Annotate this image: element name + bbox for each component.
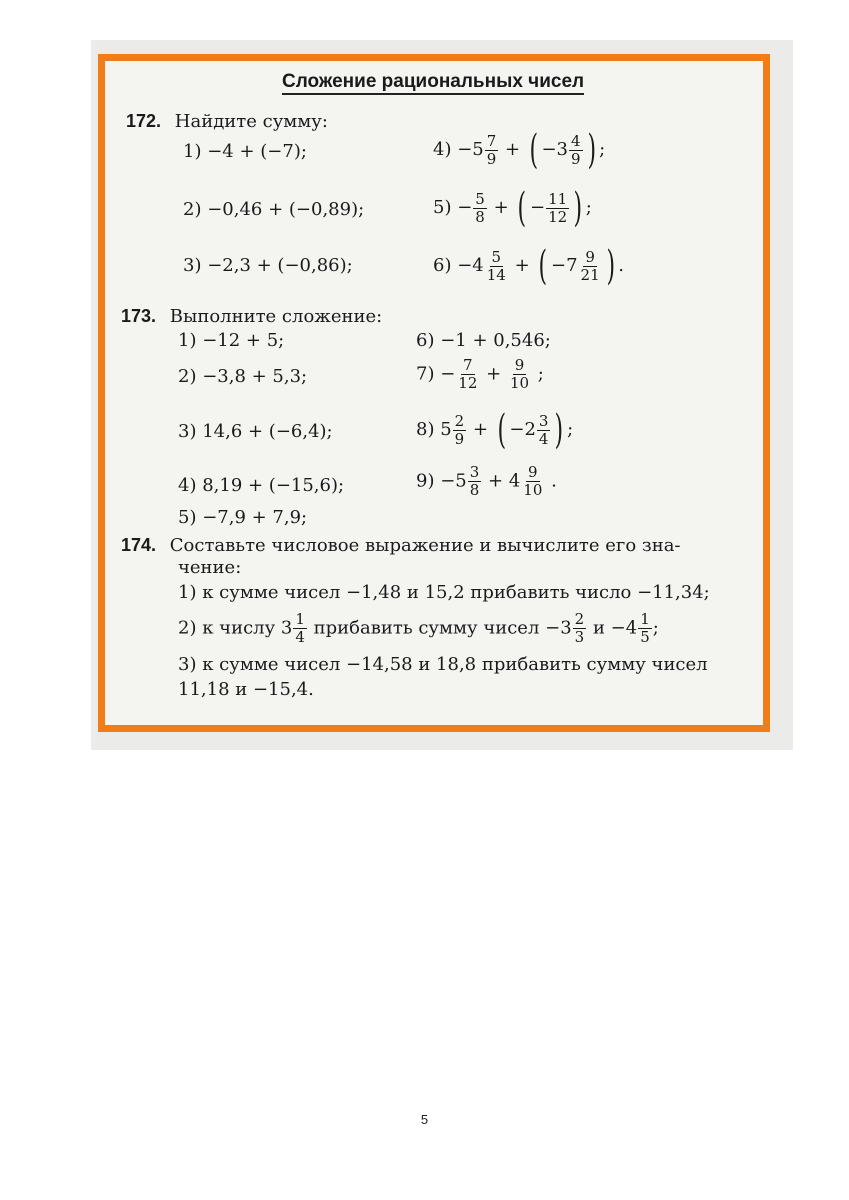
exercise-heading: Выполните сложение: [169,306,383,327]
ex174-item-3-line2: 11,18 и −15,4. [178,679,314,700]
ex174-item-2: 2) к числу 3 $\frac{1}{4}$ прибавить сумму чисел −3 $\frac{2}{3}$ и −4 $\frac{1}{5}$ ; [178,610,659,646]
item-label: 6) −4 [433,255,484,276]
right-paren: ) [587,127,596,173]
exercise-174-header [121,535,681,556]
right-paren: ) [573,185,583,231]
ex173-item-1: 1) −12 + 5; [178,330,285,351]
fraction: $\frac{5}{14}$ [486,247,506,284]
exercise-172-header [126,111,328,132]
fraction: $\frac{3}{8}$ [469,463,480,499]
ex172-item-3: 3) −2,3 + (−0,86); [183,255,353,276]
ex172-item-2: 2) −0,46 + (−0,89); [183,199,365,220]
fraction: $\frac{3}{4}$ [538,411,549,448]
ex173-item-6: 6) −1 + 0,546; [416,330,551,351]
fraction: $\frac{1}{5}$ [640,610,650,646]
fraction: $\frac{2}{9}$ [454,411,465,448]
left-paren: ( [517,185,527,231]
item-label: 8) 5 [416,419,452,440]
item-label: 7) − [416,363,456,385]
ex173-item-5: 5) −7,9 + 7,9; [178,507,308,528]
ex174-item-3-line1: 3) к сумме чисел −14,58 и 18,8 прибавить сумму чисел [178,654,708,675]
exercise-number: 172. [126,111,162,131]
ex173-item-9: 9) −5 $\frac{3}{8}$ + 4 $\frac{9}{10}$ . [416,463,557,499]
item-label: 9) −5 [416,470,467,492]
exercise-173-header [121,306,382,327]
fraction: $\frac{9}{10}$ [523,463,543,499]
ex172-item-1: 1) −4 + (−7); [183,141,307,162]
item-label: 4) −5 [433,139,484,160]
fraction: $\frac{9}{10}$ [509,356,530,392]
left-paren: ( [497,407,506,453]
exercise-number: 174. [121,535,157,555]
ex172-item-5: 5) − $\frac{5}{8}$ + ( − $\frac{11}{12}$ ) ; [433,185,592,231]
page-title: Сложение рациональных чисел [282,71,584,95]
ex174-heading-line2: чение: [178,557,242,578]
exercise-heading: Составьте числовое выражение и вычислите его зна- [169,535,681,556]
ex172-item-6: 6) −4 $\frac{5}{14}$ + ( −7 $\frac{9}{21}$ ) . [433,243,624,289]
fraction: $\frac{1}{4}$ [295,610,305,646]
fraction: $\frac{9}{21}$ [580,247,600,284]
right-paren: ) [606,243,615,289]
fraction: $\frac{7}{12}$ [458,356,478,392]
left-paren: ( [538,243,548,289]
ex174-item-1: 1) к сумме чисел −1,48 и 15,2 прибавить число −11,34; [178,582,710,603]
fraction: $\frac{4}{9}$ [571,131,581,168]
item-label: 5) − [433,197,473,218]
ex173-item-8: 8) 5 $\frac{2}{9}$ + ( −2 $\frac{3}{4}$ ) ; [416,407,574,453]
fraction: $\frac{5}{8}$ [475,189,485,226]
exercise-number: 173. [121,306,157,326]
ex173-item-2: 2) −3,8 + 5,3; [178,366,308,387]
ex173-item-7: 7) − $\frac{7}{12}$ + $\frac{9}{10}$ ; [416,356,544,392]
right-paren: ) [554,407,564,453]
exercise-heading: Найдите сумму: [174,111,328,132]
page-number: 5 [420,1112,429,1127]
fraction: $\frac{2}{3}$ [574,610,585,646]
left-paren: ( [529,127,538,173]
ex173-item-3: 3) 14,6 + (−6,4); [178,421,333,442]
fraction: $\frac{7}{9}$ [486,131,497,168]
ex173-item-4: 4) 8,19 + (−15,6); [178,475,345,496]
ex172-item-4: 4) −5 $\frac{7}{9}$ + ( −3 $\frac{4}{9}$ ) ; [433,127,606,173]
item-label: 2) к числу 3 [178,617,293,639]
fraction: $\frac{11}{12}$ [548,189,568,226]
